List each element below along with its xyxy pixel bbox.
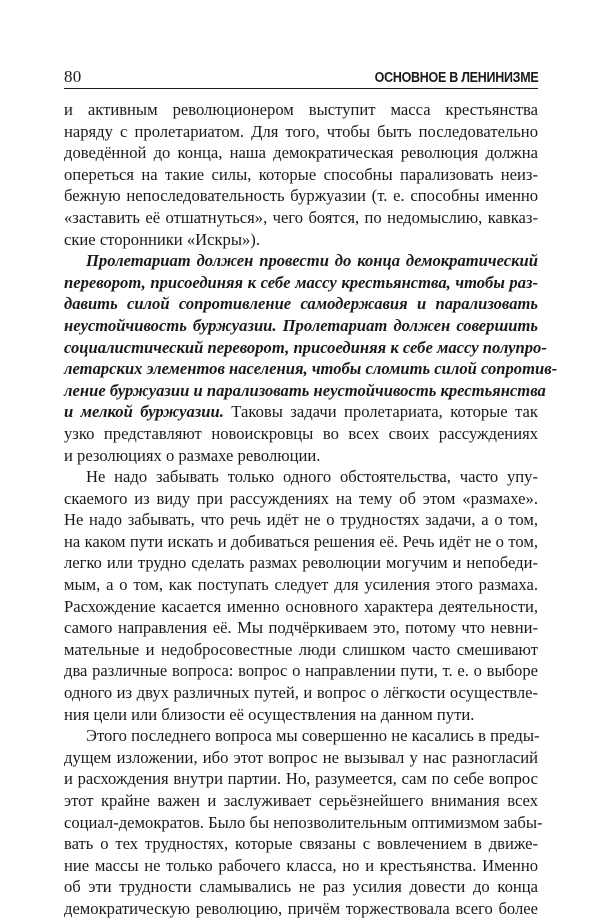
emphasis-run: и мелкой буржуазии. xyxy=(64,402,224,422)
text-line: Этого последнего вопроса мы совершенно не касались в преды- xyxy=(86,726,540,746)
emphasis-line: неустойчивость буржуазии. Пролетариат должен совершить xyxy=(64,315,538,335)
text-line: и расхождения внутри партии. Но, разумеется, сам по себе вопрос xyxy=(64,769,538,789)
text-line: Расхождение касается именно основного характера деятельности, xyxy=(64,596,538,616)
text-line: легко или трудно сделать размах революции могучим и непобеди- xyxy=(64,553,538,573)
text-line: Не надо забывать, что речь идёт не о трудностях задачи, а о том, xyxy=(64,510,538,530)
text-line: об эти трудности сламывались не раз усилия довести до конца xyxy=(64,877,538,897)
emphasis-line: Пролетариат должен провести до конца демократический xyxy=(86,251,538,271)
emphasis-line: социалистический переворот, присоединяя к себе массу полупро- xyxy=(64,337,547,357)
text-line: наряду с пролетариатом. Для того, чтобы быть последовательно xyxy=(64,121,538,141)
text-line: социал-демократов. Было бы непозволительным оптимизмом забы- xyxy=(64,812,543,832)
text-line: одного из двух различных путей, и вопрос о лёгкости осуществле- xyxy=(64,683,538,703)
text-line: и активным революционером выступит масса крестьянства xyxy=(64,100,538,119)
emphasis-line: летарских элементов населения, чтобы сломить силой сопротив- xyxy=(64,359,558,379)
text-line: ские сторонники «Искры»). xyxy=(64,229,260,249)
text-line: на каком пути искать и добиваться решения её. Речь идёт не о том, xyxy=(64,531,538,551)
paragraph-3 xyxy=(64,466,538,725)
text-line: дущем изложении, ибо этот вопрос не вызывал у нас разногласий xyxy=(64,747,538,767)
paragraph-1 xyxy=(64,99,538,250)
emphasis-line: переворот, присоединяя к себе массу крестьянства, чтобы раз- xyxy=(64,272,538,292)
text-line: мательные и недобросовестные люди слишком часто смешивают xyxy=(64,639,538,659)
text-line: демократическую революцию, причём торжествовала всего более xyxy=(64,898,538,918)
text-line: «заставить её отшатнуться», чего боятся, по недомыслию, кавказ- xyxy=(64,207,538,227)
text-line: самого направления её. Мы подчёркиваем это, потому что невни- xyxy=(64,618,538,638)
text-line: скаемого из виду при рассуждениях на тему об этом «размахе». xyxy=(64,488,538,508)
regular-run: Таковы задачи пролетариата, которые так xyxy=(223,402,538,422)
running-header xyxy=(64,63,538,89)
text-line: узко представляют новоискровцы во всех своих рассуждениях xyxy=(64,423,538,443)
text-line: доведённой до конца, наша демократическая революция должна xyxy=(64,143,538,163)
text-line: Не надо забывать только одного обстоятельства, часто упу- xyxy=(86,467,538,487)
text-line: ние массы не только рабочего класса, но и крестьянства. Именно xyxy=(64,855,538,875)
text-line: и резолюциях о размахе революции. xyxy=(64,445,321,465)
text-line: два различные вопроса: вопрос о направлении пути, т. е. о выборе xyxy=(64,661,538,681)
text-line: бежную непоследовательность буржуазии (т. е. способны именно xyxy=(64,186,538,206)
body-text xyxy=(64,99,558,920)
text-line: мым, а о том, как поступать следует для усиления этого размаха. xyxy=(64,575,538,595)
text-line: опереться на такие силы, которые способны парализовать неиз- xyxy=(64,164,538,184)
emphasis-line: давить силой сопротивление самодержавия и парализовать xyxy=(64,294,538,314)
paragraph-4 xyxy=(64,725,543,919)
paragraph-2 xyxy=(64,250,558,466)
text-line: вать о тех трудностях, которые связаны с вовлечением в движе- xyxy=(64,834,538,854)
emphasis-line: ление буржуазии и парализовать неустойчивость крестьянства xyxy=(64,380,546,400)
text-line: этот крайне важен и заслуживает серьёзнейшего внимания всех xyxy=(64,791,538,810)
text-line: ния цели или близости её осуществления на данном пути. xyxy=(64,704,475,724)
running-title: ОСНОВНОЕ В ЛЕНИНИЗМЕ xyxy=(374,69,538,86)
mixed-line xyxy=(64,401,538,423)
page-number: 80 xyxy=(64,67,82,86)
